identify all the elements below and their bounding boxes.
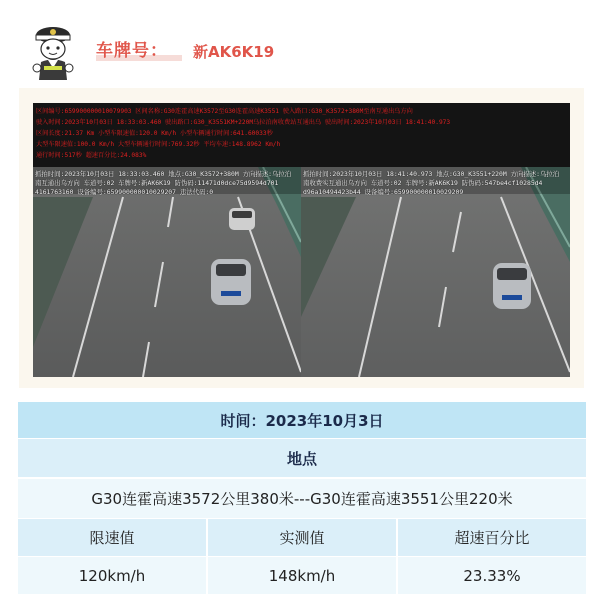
speed-limit-value: 120km/h <box>18 557 206 594</box>
entry-camera-photo <box>33 167 301 377</box>
measured-speed-label: 实测值 <box>206 519 396 556</box>
exit-caption-line: 南收费实互通出乌方向 车道号:02 车牌号:新AK6K19 防伪码:547be4cf10285d4 <box>303 179 543 187</box>
info-line: 大型车限速值:100.0 Km/h 大型车辆通行时间:769.32秒 平均车速:148.8962 Km/h <box>36 141 281 148</box>
entry-caption-line: 抓拍时间:2023年10月03日 18:33:03.460 地点:G30_K3572+380M 方向描述:乌拉泊 <box>35 170 292 178</box>
traffic-police-mascot-icon <box>30 22 76 82</box>
header <box>0 0 603 88</box>
entry-caption-line: 南互通出乌方向 车道号:02 车牌号:新AK6K19 防伪码:11471d0dce75d9594d701 <box>35 179 279 187</box>
time-row: 时间：2023年10月3日 <box>18 402 586 438</box>
speed-limit-label: 限速值 <box>18 519 206 556</box>
location-header: 地点 <box>18 438 586 477</box>
overspeed-percent-label: 超速百分比 <box>396 519 586 556</box>
exit-caption-line: d96a10494423b44 设备编号:659900000010029209 <box>303 188 464 196</box>
overspeed-percent-value: 23.33% <box>396 557 586 594</box>
plate-number: 新AK6K19 <box>193 43 275 61</box>
info-line: 驶入时间:2023年10月03日 18:33:03.460 驶出路口:G30_K3551KM+220M乌拉泊南收费站互通出乌 驶出时间:2023年10月03日 18:41:40.973 <box>36 119 451 126</box>
metrics-header-row <box>18 519 586 556</box>
location-value: G30连霍高速3572公里380米---G30连霍高速3551公里220米 <box>18 478 586 518</box>
info-line: 通行时间:517秒 超速百分比:24.083% <box>36 152 147 159</box>
exit-camera-photo <box>301 167 570 377</box>
measured-speed-value: 148km/h <box>206 557 396 594</box>
info-line: 区间长度:21.37 Km 小型车限速值:120.0 Km/h 小型车辆通行时间:641.60033秒 <box>36 130 273 137</box>
plate-label: 车牌号： <box>96 41 168 61</box>
info-line: 区间编号:659900000010079903 区间名称:G30连霍高速K3572至G30连霍高速K3551 驶入路口:G30_K3572+380M至南互通出乌方向 <box>36 108 413 115</box>
exit-road-scene <box>301 167 570 377</box>
exit-caption-line: 抓拍时间:2023年10月03日 18:41:40.973 地点:G30_K3551+220M 方向描述:乌拉泊 <box>303 170 560 178</box>
metrics-value-row <box>18 557 586 594</box>
entry-caption-line: 4161763160 设备编号:659900000010029207 违法代码:0 <box>35 188 214 196</box>
section-info-panel <box>33 103 570 167</box>
evidence-image <box>33 103 570 377</box>
entry-road-scene <box>33 167 301 377</box>
